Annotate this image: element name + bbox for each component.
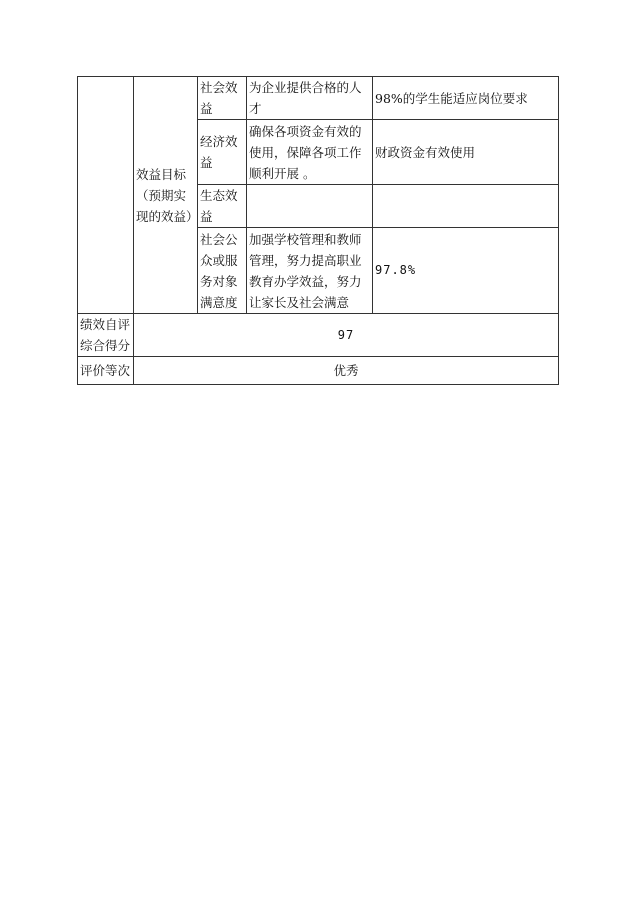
description-cell: 确保各项资金有效的使用，保障各项工作顺利开展 。 [247, 120, 373, 185]
description-cell [247, 185, 373, 228]
value-cell: 98%的学生能适应岗位要求 [373, 77, 559, 120]
description-cell: 加强学校管理和教师管理，努力提高职业教育办学效益，努力让家长及社会满意 [247, 228, 373, 314]
benefit-category-cell: 效益目标（预期实现的效益） [134, 77, 198, 314]
subcategory-cell: 社会公众或服务对象满意度 [198, 228, 247, 314]
value-cell: 财政资金有效使用 [373, 120, 559, 185]
performance-evaluation-table [77, 76, 559, 385]
grade-label-cell: 评价等次 [78, 357, 134, 385]
description-cell: 为企业提供合格的人才 [247, 77, 373, 120]
score-value-cell: 97 [134, 314, 559, 357]
table-row [78, 77, 559, 120]
score-label-cell: 绩效自评综合得分 [78, 314, 134, 357]
table-row [78, 357, 559, 385]
table-row [78, 314, 559, 357]
value-cell: 97.8% [373, 228, 559, 314]
subcategory-cell: 社会效益 [198, 77, 247, 120]
subcategory-cell: 生态效益 [198, 185, 247, 228]
blank-cell [78, 77, 134, 314]
grade-value-cell: 优秀 [134, 357, 559, 385]
subcategory-cell: 经济效益 [198, 120, 247, 185]
value-cell [373, 185, 559, 228]
